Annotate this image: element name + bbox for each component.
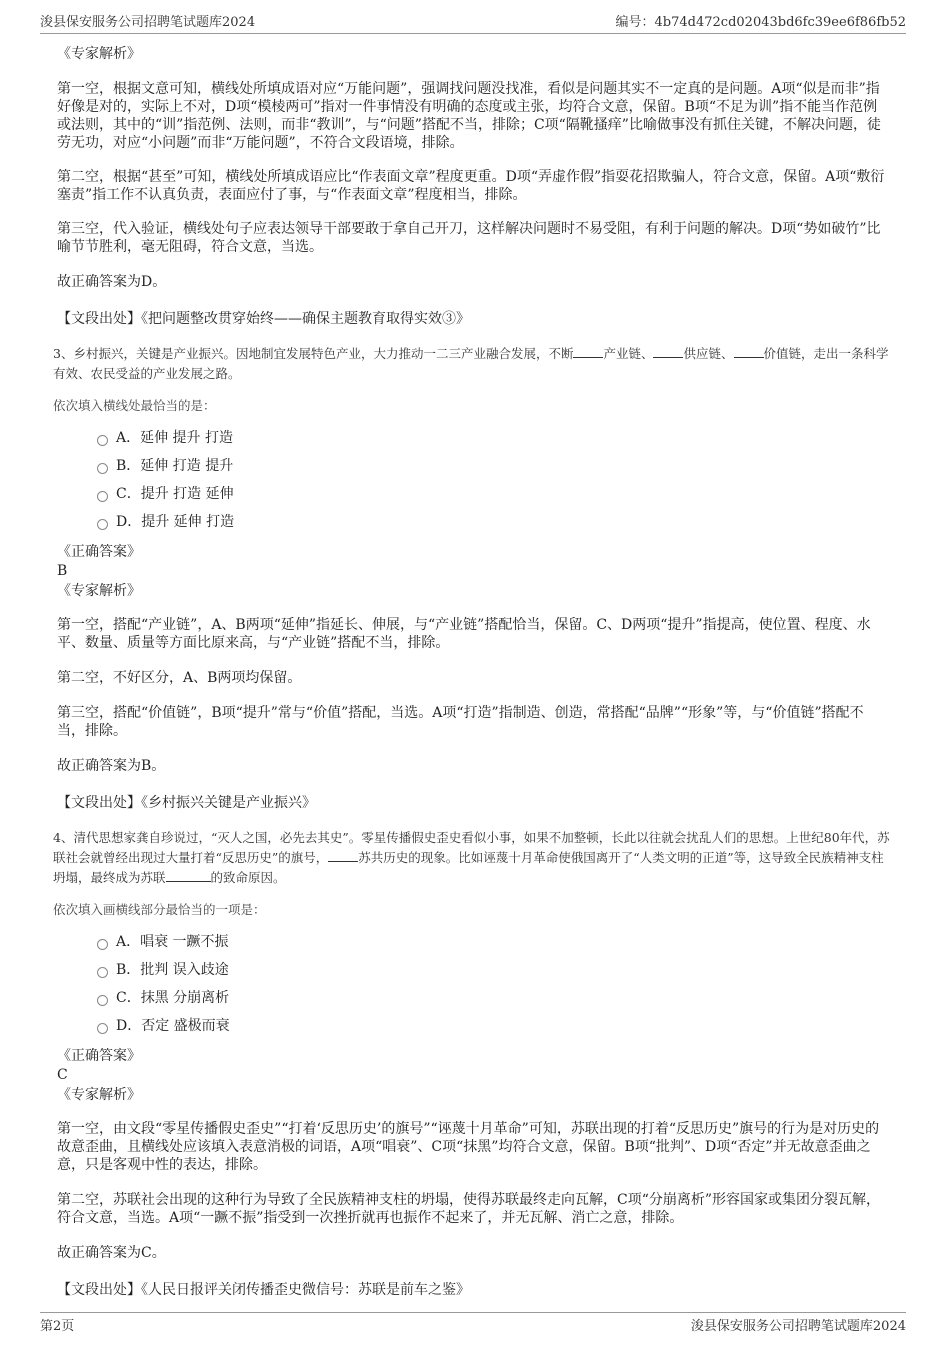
header-doc-id: 编号：4b74d472cd02043bd6fc39ee6f86fb52 — [615, 15, 906, 30]
radio-icon[interactable] — [97, 939, 108, 950]
q3-option-c[interactable]: C．提升 打造 延伸 — [97, 484, 890, 504]
q4-option-b[interactable]: B．批判 误入歧途 — [97, 960, 890, 980]
radio-icon[interactable] — [97, 519, 108, 530]
q3-analysis-p1: 第一空，搭配“产业链”，A、B两项“延伸”指延长、伸展，与“产业链”搭配恰当，保留。C、D两项“提升”指提高，使位置、程度、水平、数量、质量等方面比原来高，与“产业链”搭配不当，排除。 — [57, 617, 871, 651]
q4-prompt: 依次填入画横线部分最恰当的一项是： — [53, 902, 266, 917]
header-title: 浚县保安服务公司招聘笔试题库2024 — [40, 15, 256, 30]
q3-analysis-p3: 第三空，搭配“价值链”，B项“提升”常与“价值”搭配，当选。A项“打造”指制造、创造，常搭配“品牌”“形象”等，与“价值链”搭配不当，排除。 — [57, 705, 864, 739]
q4-analysis-label: 《专家解析》 — [57, 1087, 141, 1103]
q2-source: 【文段出处】《把问题整改贯穿始终——确保主题教育取得实效③》 — [57, 311, 470, 327]
q3-source: 【文段出处】《乡村振兴关键是产业振兴》 — [57, 795, 316, 811]
radio-icon[interactable] — [97, 995, 108, 1006]
q4-option-c[interactable]: C．抹黑 分崩离析 — [97, 988, 890, 1008]
q4-analysis-p1: 第一空，由文段“零星传播假史歪史”“打着‘反思历史’的旗号”“诬蔑十月革命”可知，苏联出现的打着“反思历史”旗号的行为是对历史的故意歪曲，且横线处应该填入表意消极的词语，A项“唱衰”、C项“抹黑”均符合文意，保留。B项“批判”、D项“否定”并无故意歪曲之意，只是客观中性的表达，排除。 — [57, 1121, 880, 1173]
q2-conclusion: 故正确答案为D。 — [57, 274, 167, 290]
page-number: 第2页 — [40, 1319, 75, 1334]
radio-icon[interactable] — [97, 491, 108, 502]
q3-stem: 3、乡村振兴，关键是产业振兴。因地制宜发展特色产业，大力推动一二三产业融合发展，不断 产业链、 供应链、 价值链，走出一条科学有效、农民受益的产业发展之路。 — [53, 346, 889, 381]
footer-title: 浚县保安服务公司招聘笔试题库2024 — [690, 1319, 906, 1334]
q3-options — [57, 428, 890, 532]
q3-analysis-label: 《专家解析》 — [57, 583, 141, 599]
q4-option-d[interactable]: D．否定 盛极而衰 — [97, 1016, 890, 1036]
q4-option-a[interactable]: A．唱衰 一蹶不振 — [97, 932, 890, 952]
blank-line — [653, 345, 683, 358]
q3-option-a[interactable]: A．延伸 提升 打造 — [97, 428, 890, 448]
q4-options — [57, 932, 890, 1036]
q3-option-b[interactable]: B．延伸 打造 提升 — [97, 456, 890, 476]
q3-answer: B — [57, 563, 68, 579]
page-header — [40, 10, 906, 34]
q4-conclusion: 故正确答案为C。 — [57, 1245, 166, 1261]
q4-answer-label: 《正确答案》 — [57, 1048, 141, 1064]
blank-line — [166, 869, 211, 882]
radio-icon[interactable] — [97, 1023, 108, 1034]
q3-option-d[interactable]: D．提升 延伸 打造 — [97, 512, 890, 532]
blank-line — [573, 345, 603, 358]
q2-analysis-p3: 第三空，代入验证，横线处句子应表达领导干部要敢于拿自己开刀，这样解决问题时不易受阻，有利于问题的解决。D项“势如破竹”比喻节节胜利，毫无阻碍，符合文意，当选。 — [57, 221, 881, 255]
radio-icon[interactable] — [97, 967, 108, 978]
q4-stem: 4、清代思想家龚自珍说过，“灭人之国，必先去其史”。零星传播假史歪史看似小事，如果不加整顿，长此以往就会扰乱人们的思想。上世纪80年代，苏联社会就曾经出现过大量打着“反思历史”的旗号， 苏共历史的现象。比如诬蔑十月革命使俄国离开了“人类文明的正道”等，这导致全民族精神支柱坍塌，最终成为苏联 的致命原因。 — [53, 830, 890, 885]
q3-answer-label: 《正确答案》 — [57, 544, 141, 560]
q4-answer: C — [57, 1067, 68, 1083]
q4-source: 【文段出处】《人民日报评关闭传播歪史微信号：苏联是前车之鉴》 — [57, 1282, 470, 1298]
radio-icon[interactable] — [97, 435, 108, 446]
q2-analysis-p2: 第二空，根据“甚至”可知，横线处所填成语应比“作表面文章”程度更重。D项“弄虚作假”指耍花招欺骗人，符合文意，保留。A项“敷衍塞责”指工作不认真负责，表面应付了事，与“作表面文章”程度相当，排除。 — [57, 169, 885, 203]
q2-analysis-p1: 第一空，根据文意可知，横线处所填成语对应“万能问题”，强调找问题没找准，看似是问题其实不一定真的是问题。A项“似是而非”指好像是对的，实际上不对，D项“模棱两可”指对一件事情没有明确的态度或主张，均符合文意，保留。B项“不足为训”指不能当作范例或法则，其中的“训”指范例、法则，而非“教训”，与“问题”搭配不当，排除；C项“隔靴搔痒”比喻做事没有抓住关键，不解决问题，徒劳无功，对应“小问题”而非“万能问题”，不符合文段语境，排除。 — [57, 81, 881, 151]
blank-line — [734, 345, 764, 358]
q3-conclusion: 故正确答案为B。 — [57, 758, 166, 774]
q3-prompt: 依次填入横线处最恰当的是： — [53, 398, 216, 413]
radio-icon[interactable] — [97, 463, 108, 474]
page-content — [53, 44, 890, 1299]
q3-analysis-p2: 第二空，不好区分，A、B两项均保留。 — [57, 670, 302, 686]
q2-analysis-label: 《专家解析》 — [57, 46, 141, 62]
blank-line — [328, 849, 358, 862]
page-footer — [40, 1312, 906, 1334]
q4-analysis-p2: 第二空，苏联社会出现的这种行为导致了全民族精神支柱的坍塌，使得苏联最终走向瓦解，C项“分崩离析”形容国家或集团分裂瓦解，符合文意，当选。A项“一蹶不振”指受到一次挫折就再也振作不起来了，并无瓦解、消亡之意，排除。 — [57, 1192, 881, 1226]
